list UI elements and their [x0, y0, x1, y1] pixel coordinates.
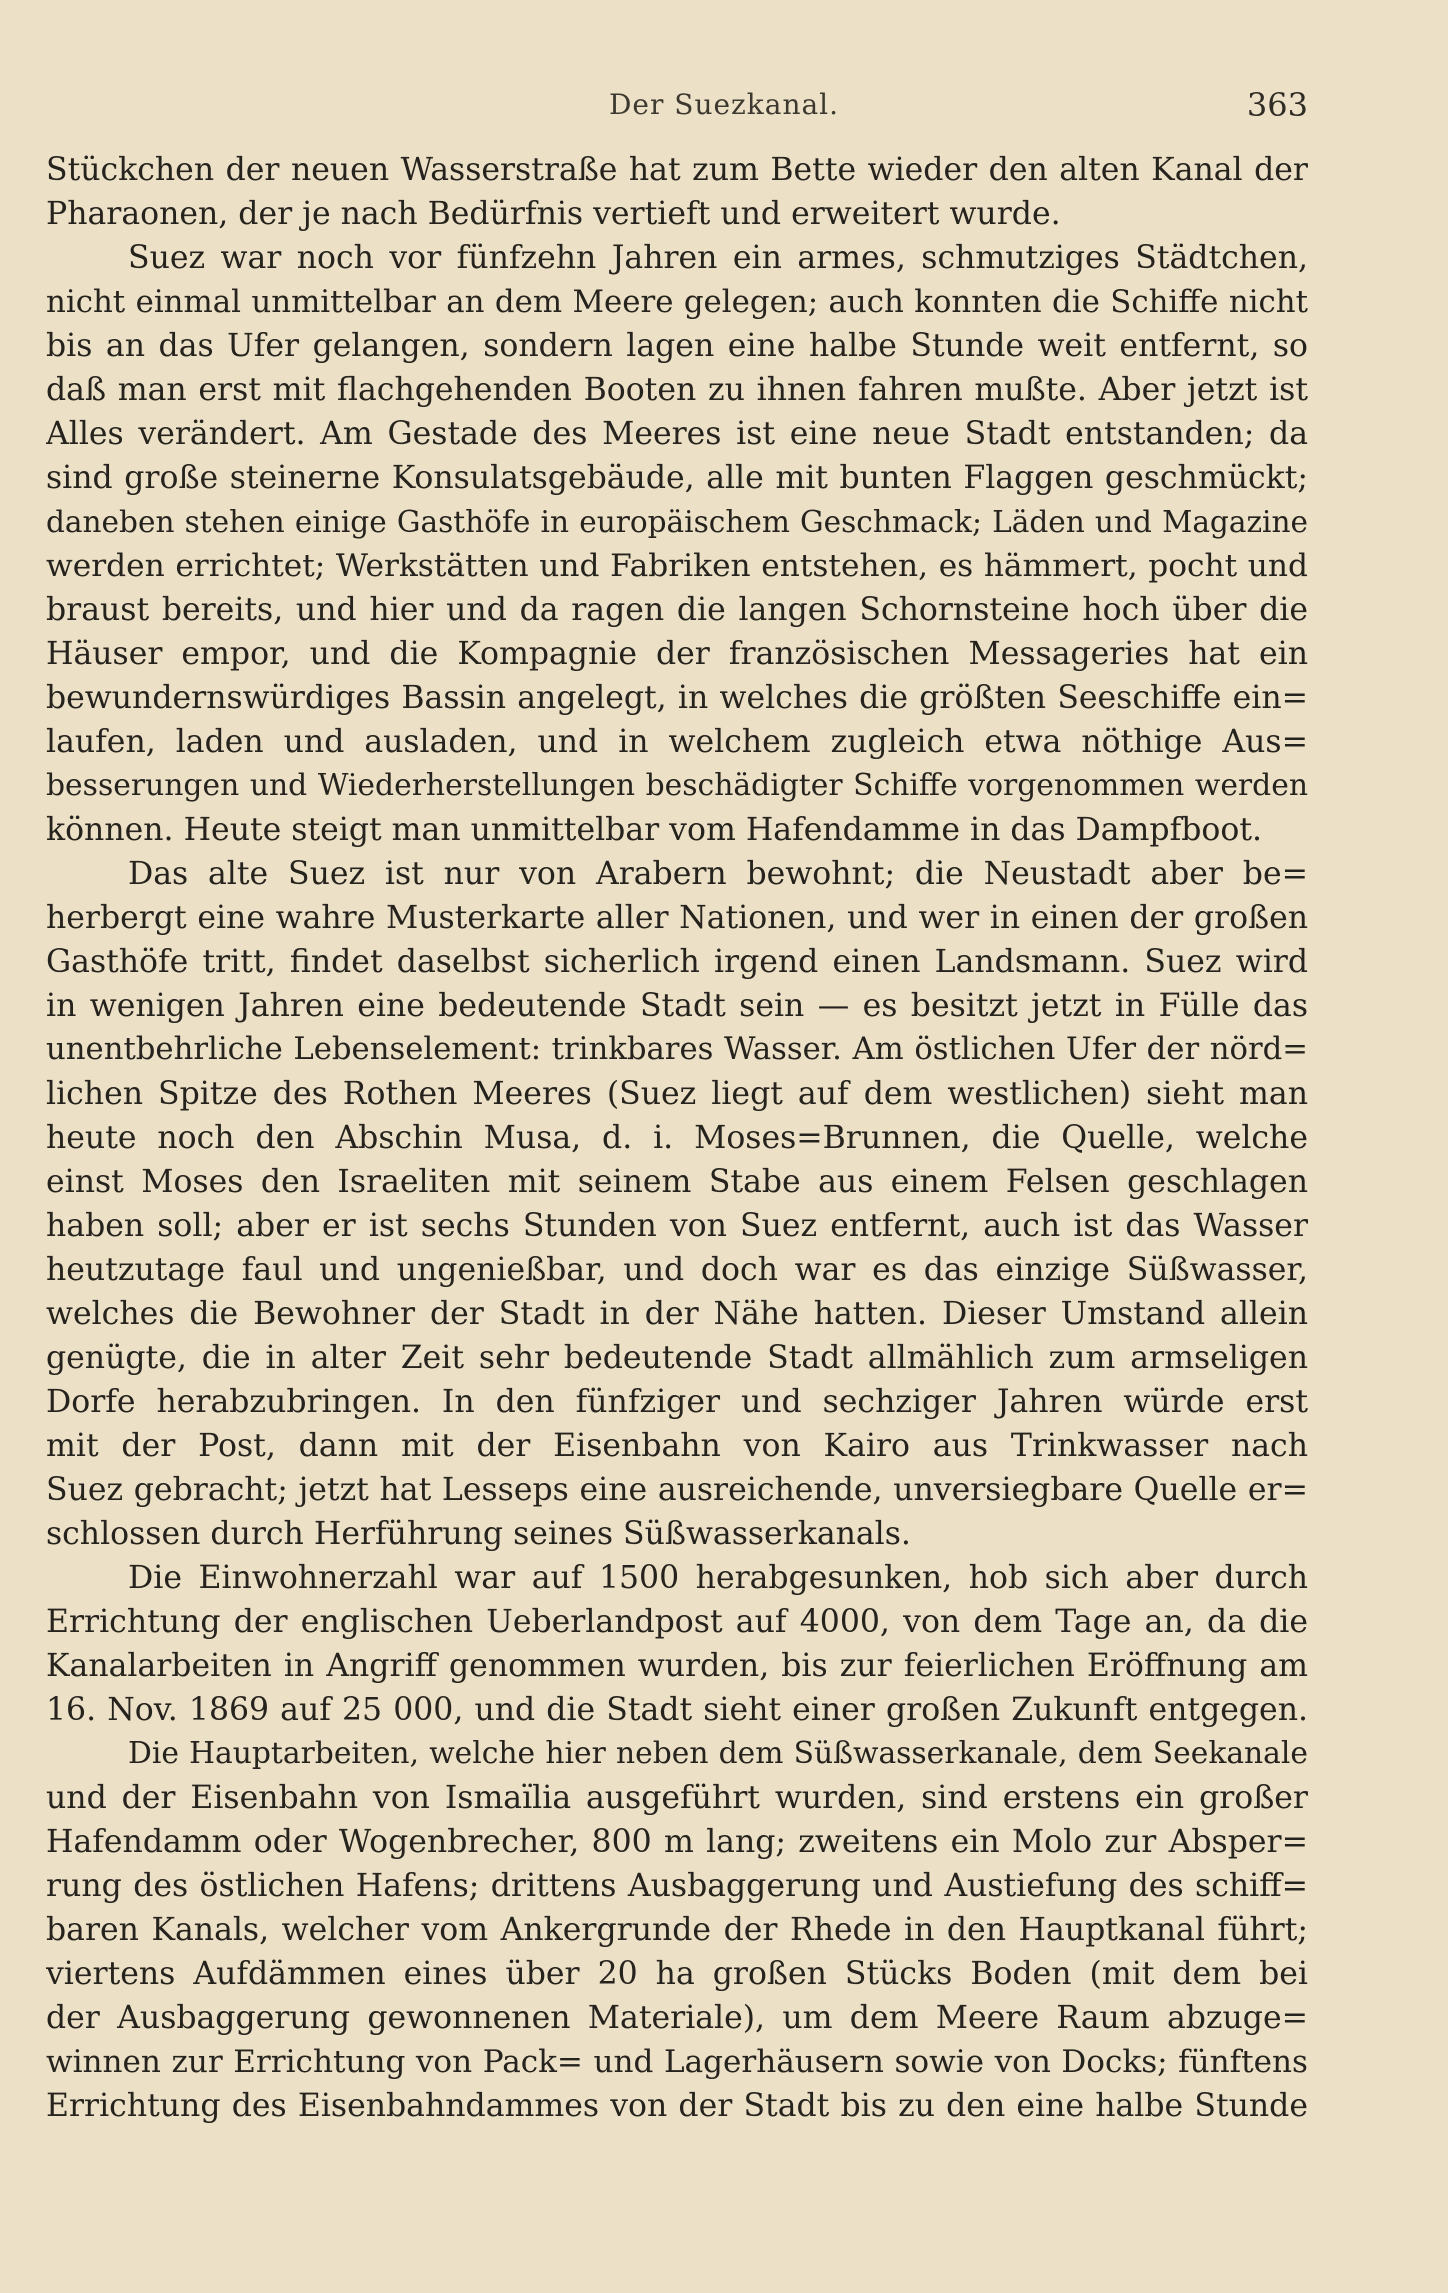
text-line: lichen Spitze des Rothen Meeres (Suez liegt auf dem westlichen) sieht man	[46, 1076, 1308, 1112]
text-line: welches die Bewohner der Stadt in der Nähe hatten. Dieser Umstand allein	[46, 1296, 1308, 1332]
text-line: daß man erst mit flachgehenden Booten zu ihnen fahren mußte. Aber jetzt ist	[46, 372, 1308, 408]
text-line: Alles verändert. Am Gestade des Meeres ist eine neue Stadt entstanden; da	[46, 416, 1308, 452]
text-line: herbergt eine wahre Musterkarte aller Nationen, und wer in einen der großen	[46, 900, 1308, 936]
text-line: einst Moses den Israeliten mit seinem Stabe aus einem Felsen geschlagen	[46, 1164, 1308, 1200]
text-line: unentbehrliche Lebenselement: trinkbares Wasser. Am östlichen Ufer der nörd=	[46, 1032, 1308, 1067]
text-line: 16. Nov. 1869 auf 25 000, und die Stadt sieht einer großen Zukunft entgegen.	[46, 1692, 1308, 1728]
page-number: 363	[1246, 86, 1308, 124]
text-line: bis an das Ufer gelangen, sondern lagen eine halbe Stunde weit entfernt, so	[46, 328, 1308, 364]
text-line: Suez gebracht; jetzt hat Lesseps eine ausreichende, unversiegbare Quelle er=	[46, 1472, 1308, 1508]
text-line: Gasthöfe tritt, findet daselbst sicherlich irgend einen Landsmann. Suez wird	[46, 944, 1308, 980]
text-line: in wenigen Jahren eine bedeutende Stadt sein — es besitzt jetzt in Fülle das	[46, 988, 1308, 1024]
text-line: winnen zur Errichtung von Pack= und Lagerhäusern sowie von Docks; fünftens	[46, 2044, 1308, 2080]
text-line: Errichtung des Eisenbahndammes von der Stadt bis zu den eine halbe Stunde	[46, 2088, 1308, 2124]
text-line: können. Heute steigt man unmittelbar vom Hafendamme in das Dampfboot.	[46, 812, 1262, 848]
text-line: baren Kanals, welcher vom Ankergrunde der Rhede in den Hauptkanal führt;	[46, 1912, 1308, 1948]
text-line: und der Eisenbahn von Ismaïlia ausgeführt wurden, sind erstens ein großer	[46, 1780, 1308, 1816]
text-line: Die Einwohnerzahl war auf 1500 herabgesunken, hob sich aber durch	[128, 1560, 1308, 1596]
text-line: nicht einmal unmittelbar an dem Meere gelegen; auch konnten die Schiffe nicht	[46, 284, 1308, 320]
text-line: Das alte Suez ist nur von Arabern bewohnt; die Neustadt aber be=	[128, 856, 1308, 892]
text-line: Stückchen der neuen Wasserstraße hat zum Bette wieder den alten Kanal der	[46, 152, 1308, 188]
text-line: der Ausbaggerung gewonnenen Materiale), um dem Meere Raum abzuge=	[46, 2000, 1308, 2036]
text-line: Die Hauptarbeiten, welche hier neben dem Süßwasserkanale, dem Seekanale	[128, 1736, 1308, 1771]
text-line: Hafendamm oder Wogenbrecher, 800 m lang; zweitens ein Molo zur Absper=	[46, 1824, 1308, 1860]
text-line: rung des östlichen Hafens; drittens Ausbaggerung und Austiefung des schiff=	[46, 1868, 1308, 1904]
text-line: sind große steinerne Konsulatsgebäude, alle mit bunten Flaggen geschmückt;	[46, 460, 1308, 496]
body-text	[46, 148, 1308, 2128]
text-line: Pharaonen, der je nach Bedürfnis vertieft und erweitert wurde.	[46, 196, 1061, 232]
text-line: bewundernswürdiges Bassin angelegt, in welches die größten Seeschiffe ein=	[46, 680, 1308, 716]
text-line: Errichtung der englischen Ueberlandpost auf 4000, von dem Tage an, da die	[46, 1604, 1308, 1640]
text-line: laufen, laden und ausladen, und in welchem zugleich etwa nöthige Aus=	[46, 724, 1308, 760]
text-line: werden errichtet; Werkstätten und Fabriken entstehen, es hämmert, pocht und	[46, 548, 1308, 584]
text-line: heutzutage faul und ungenießbar, und doch war es das einzige Süßwasser,	[46, 1252, 1308, 1288]
text-line: viertens Aufdämmen eines über 20 ha großen Stücks Boden (mit dem bei	[46, 1956, 1308, 1992]
text-line: mit der Post, dann mit der Eisenbahn von Kairo aus Trinkwasser nach	[46, 1428, 1308, 1464]
text-line: heute noch den Abschin Musa, d. i. Moses=Brunnen, die Quelle, welche	[46, 1120, 1308, 1156]
text-line: genügte, die in alter Zeit sehr bedeutende Stadt allmählich zum armseligen	[46, 1340, 1308, 1376]
text-line: Kanalarbeiten in Angriff genommen wurden, bis zur feierlichen Eröffnung am	[46, 1648, 1308, 1684]
running-header: Der Suezkanal.	[608, 88, 840, 121]
text-line: Häuser empor, und die Kompagnie der französischen Messageries hat ein	[46, 636, 1308, 672]
text-line: Dorfe herabzubringen. In den fünfziger und sechziger Jahren würde erst	[46, 1384, 1308, 1420]
text-line: haben soll; aber er ist sechs Stunden von Suez entfernt, auch ist das Wasser	[46, 1208, 1308, 1244]
text-line: schlossen durch Herführung seines Süßwasserkanals.	[46, 1516, 911, 1552]
text-line: daneben stehen einige Gasthöfe in europäischem Geschmack; Läden und Magazine	[46, 505, 1308, 539]
text-line: besserungen und Wiederherstellungen beschädigter Schiffe vorgenommen werden	[46, 768, 1308, 803]
text-line: Suez war noch vor fünfzehn Jahren ein armes, schmutziges Städtchen,	[128, 240, 1308, 276]
text-line: braust bereits, und hier und da ragen die langen Schornsteine hoch über die	[46, 592, 1308, 628]
